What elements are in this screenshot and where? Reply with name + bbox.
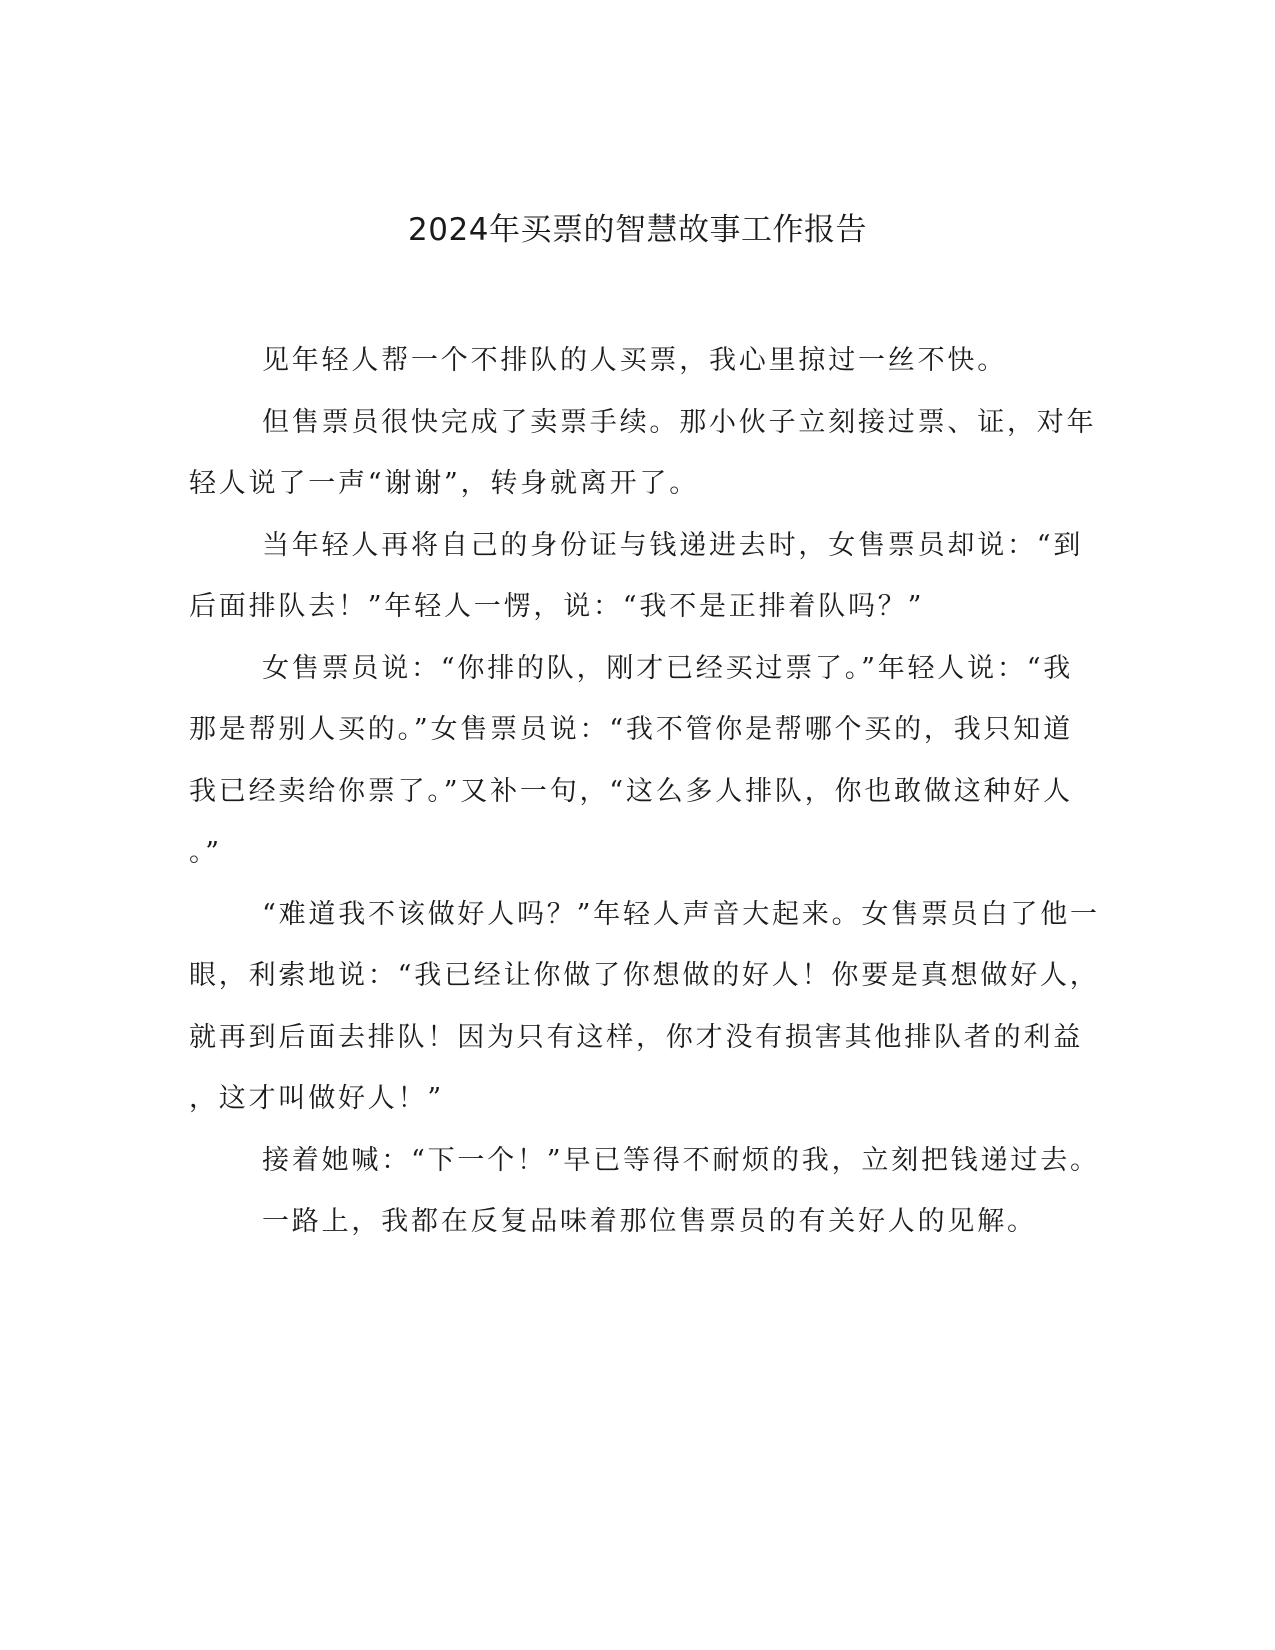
text-line: 当年轻人再将自己的身份证与钱递进去时，女售票员却说：“到 — [262, 529, 1084, 561]
document-body — [189, 330, 1100, 1253]
paragraph — [189, 884, 1100, 1130]
text-line: 。” — [189, 837, 222, 868]
paragraph — [189, 1191, 1085, 1253]
paragraph — [189, 515, 1085, 638]
text-line: 一路上，我都在反复品味着那位售票员的有关好人的见解。 — [262, 1206, 1037, 1237]
text-line: 但售票员很快完成了卖票手续。那小伙子立刻接过票、证，对年 — [262, 406, 1097, 438]
text-line: 接着她喊：“下一个！”早已等得不耐烦的我，立刻把钱递过去。 — [262, 1144, 1100, 1176]
text-line: 女售票员说：“你排的队，刚才已经买过票了。”年轻人说：“我 — [262, 652, 1074, 684]
paragraph — [189, 1130, 1100, 1192]
text-line: 我已经卖给你票了。”又补一句，“这么多人排队，你也敢做这种好人 — [189, 775, 1073, 807]
text-line: “难道我不该做好人吗？”年轻人声音大起来。女售票员白了他一 — [262, 898, 1100, 930]
text-line: 见年轻人帮一个不排队的人买票，我心里掠过一丝不快。 — [262, 345, 1007, 376]
text-line: 轻人说了一声“谢谢”，转身就离开了。 — [189, 468, 700, 499]
paragraph — [189, 330, 1085, 392]
text-line: 就再到后面去排队！因为只有这样，你才没有损害其他排队者的利益 — [189, 1021, 1083, 1053]
paragraph — [189, 638, 1085, 884]
document-title: 2024年买票的智慧故事工作报告 — [408, 212, 867, 248]
text-line: 眼，利索地说：“我已经让你做了你想做的好人！你要是真想做好人， — [189, 960, 1100, 991]
paragraph — [189, 392, 1097, 515]
text-line: 那是帮别人买的。”女售票员说：“我不管你是帮哪个买的，我只知道 — [189, 714, 1073, 745]
text-line: 后面排队去！”年轻人一愣，说：“我不是正排着队吗？” — [189, 591, 925, 622]
text-line: ，这才叫做好人！” — [189, 1083, 445, 1114]
